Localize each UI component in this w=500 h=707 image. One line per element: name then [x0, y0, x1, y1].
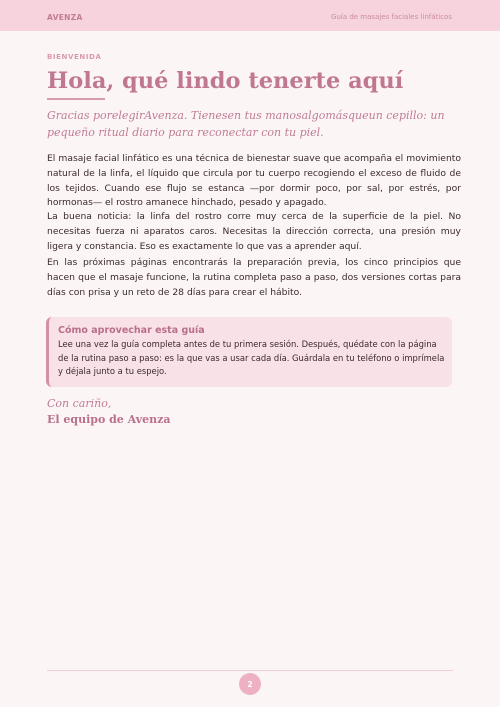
signoff: Con cariño, — [47, 397, 112, 410]
signature: El equipo de Avenza — [47, 413, 171, 426]
page-title: Hola, qué lindo tenerte aquí — [47, 68, 404, 94]
footer-divider — [47, 670, 453, 671]
lead-paragraph: Gracias porelegirAvenza. Tienesen tus manosalgomásqueun cepillo: un pequeño ritual diario para reconectar con tu piel. — [47, 109, 445, 139]
title-underline — [47, 98, 105, 100]
callout-title: Cómo aprovechar esta guía — [58, 325, 205, 336]
body-paragraph: En las próximas páginas encontrarás la preparación previa, los cinco principios que hacen que el masaje funcione, la rutina completa paso a paso, dos versiones cortas para días con prisa y un reto de 28 días para crear el hábito. — [47, 257, 461, 298]
callout-text: Lee una vez la guía completa antes de tu primera sesión. Después, quédate con la página de la rutina paso a paso: es la que vas a usar cada día. Guárdala en tu teléfono o imprímela y déjala junto a tu espejo. — [58, 339, 445, 376]
brand-name: AVENZA — [47, 13, 83, 22]
header-band — [0, 0, 500, 31]
body-paragraph: El masaje facial linfático es una técnica de bienestar suave que acompaña el movimiento natural de la linfa, el líquido que circula por tu cuerpo recogiendo el exceso de fluido de los tejidos. Cuando ese flujo se estanca —por dormir poco, por sal, por estrés, por hormonas— el rostro amanece hinchado, pesado y apagado. — [47, 153, 461, 209]
section-eyebrow: BIENVENIDA — [47, 53, 102, 61]
tip-callout — [46, 317, 452, 387]
page-number-badge: 2 — [239, 673, 261, 695]
body-paragraph: La buena noticia: la linfa del rostro corre muy cerca de la superficie de la piel. No necesitas fuerza ni aparatos caros. Necesitas la dirección correcta, una presión muy ligera y constancia. Eso es exactamente lo que vas a aprender aquí. — [47, 211, 461, 252]
document-subtitle: Guía de masajes faciales linfáticos — [331, 13, 452, 21]
